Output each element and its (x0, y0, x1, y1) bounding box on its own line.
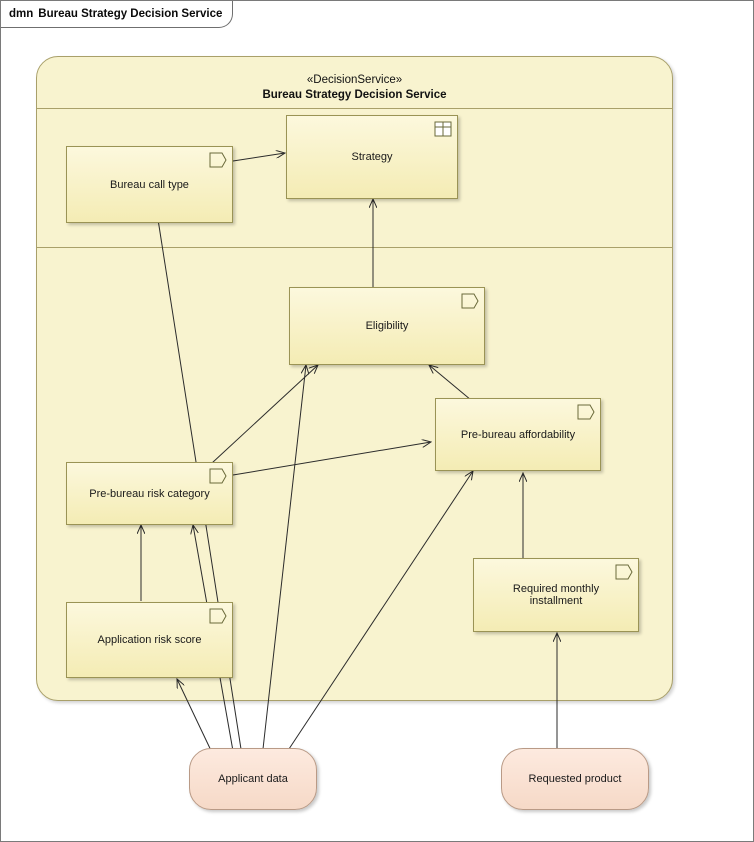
input-data-applicant-data[interactable] (189, 748, 317, 810)
decision-pre-bureau-risk-category[interactable] (66, 462, 233, 525)
input-data-label: Requested product (528, 773, 622, 785)
decision-table-icon (434, 121, 452, 137)
decision-service-stereotype: «DecisionService» (306, 74, 403, 86)
decision-service-divider (37, 247, 672, 248)
input-data-requested-product[interactable] (501, 748, 649, 810)
decision-marker-icon (577, 404, 595, 420)
decision-eligibility[interactable] (289, 287, 485, 365)
decision-bureau-call-type[interactable] (66, 146, 233, 223)
decision-marker-icon (209, 608, 227, 624)
diagram-title-tab (1, 1, 233, 28)
decision-pre-bureau-affordability[interactable] (435, 398, 601, 471)
decision-label: Strategy (351, 151, 393, 163)
decision-application-risk-score[interactable] (66, 602, 233, 678)
decision-label: Application risk score (97, 634, 202, 646)
decision-label: Eligibility (365, 320, 409, 332)
decision-service-name: Bureau Strategy Decision Service (262, 89, 447, 101)
diagram-title-label: Bureau Strategy Decision Service (38, 8, 223, 20)
input-data-label: Applicant data (218, 773, 288, 785)
decision-label: Pre-bureau risk category (89, 487, 210, 500)
decision-strategy[interactable] (286, 115, 458, 199)
decision-marker-icon (461, 293, 479, 309)
decision-label: Required monthly installment (512, 583, 600, 607)
diagram-kind-label: dmn (9, 8, 34, 20)
decision-required-monthly-installment[interactable] (473, 558, 639, 632)
decision-marker-icon (615, 564, 633, 580)
decision-service-header (37, 57, 672, 109)
decision-marker-icon (209, 152, 227, 168)
decision-label: Bureau call type (110, 178, 189, 191)
decision-marker-icon (209, 468, 227, 484)
decision-label: Pre-bureau affordability (460, 428, 576, 441)
